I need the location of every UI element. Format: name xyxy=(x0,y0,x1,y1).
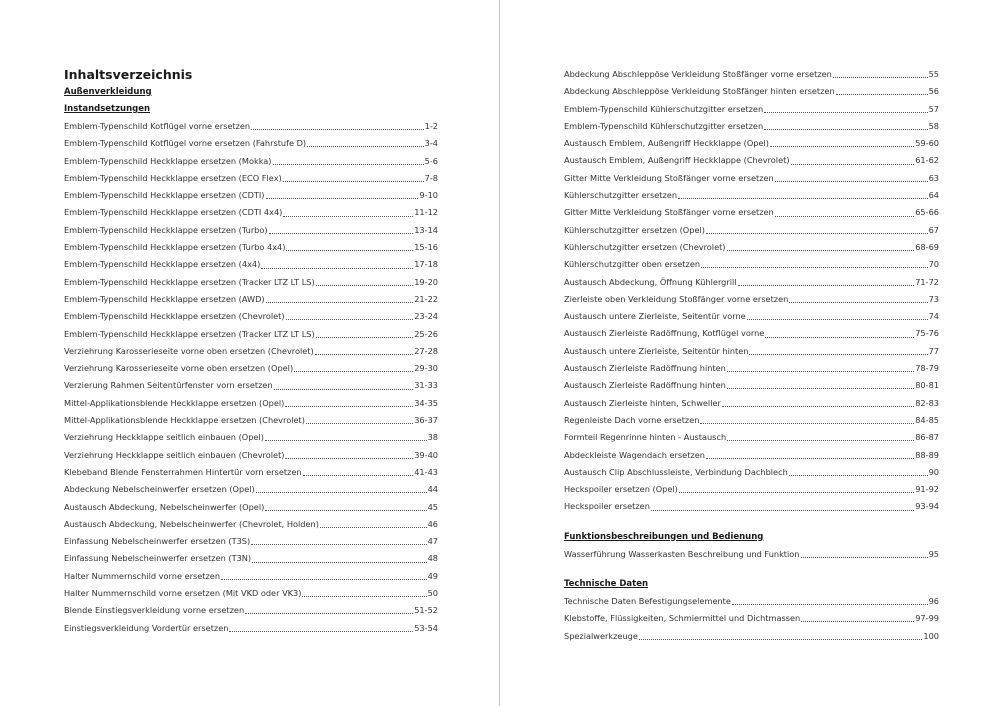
toc-entry-pages: 47 xyxy=(427,536,438,547)
toc-entry-pages: 63 xyxy=(928,172,939,183)
toc-dot-leader xyxy=(274,389,414,390)
section-gap xyxy=(564,516,939,529)
toc-entry-title: Blende Einstiegsverkleidung vorne ersetzen xyxy=(64,605,245,616)
toc-entry[interactable] xyxy=(64,464,438,481)
toc-entry-pages: 29-30 xyxy=(414,363,438,374)
toc-entry-pages: 23-24 xyxy=(414,311,438,322)
toc-entry-title: Austausch Zierleiste Radöffnung hinten xyxy=(564,380,726,391)
toc-entry[interactable] xyxy=(564,593,939,610)
toc-entry-title: Austausch Abdeckung, Öffnung Kühlergrill xyxy=(564,276,737,287)
toc-entry-title: Zierleiste oben Verkleidung Stoßfänger vorne ersetzen xyxy=(564,293,789,304)
toc-dot-leader xyxy=(639,639,922,640)
toc-entry-pages: 15-16 xyxy=(414,242,438,253)
toc-entry-pages: 1-2 xyxy=(424,121,438,131)
toc-entry[interactable] xyxy=(564,360,939,377)
toc-entry-title: Abdeckung Abschleppöse Verkleidung Stoßfänger hinten ersetzen xyxy=(564,86,835,97)
toc-entry-pages: 73 xyxy=(928,293,939,304)
toc-entry-title: Emblem-Typenschild Heckklappe ersetzen (Tracker LTZ LT LS) xyxy=(64,276,315,287)
toc-dot-leader xyxy=(256,492,427,493)
toc-dot-leader xyxy=(791,164,915,165)
toc-entry-title: Gitter Mitte Verkleidung Stoßfänger vorne ersetzen xyxy=(564,207,774,218)
toc-entry-title: Emblem-Typenschild Heckklappe ersetzen (Tracker LTZ LT LS) xyxy=(64,328,315,339)
toc-dot-leader xyxy=(738,285,915,286)
toc-entry-title: Einfassung Nebelscheinwerfer ersetzen (T3S) xyxy=(64,536,251,547)
right-column xyxy=(564,66,939,645)
toc-entry-title: Austausch Emblem, Außengriff Heckklappe (Opel) xyxy=(564,138,769,149)
toc-entry-title: Emblem-Typenschild Kühlerschutzgitter ersetzen xyxy=(564,120,764,131)
toc-entry-pages: 53-54 xyxy=(414,622,438,633)
toc-entry-pages: 64 xyxy=(928,190,939,201)
toc-dot-leader xyxy=(302,596,426,597)
toc-entry-title: Austausch Abdeckung, Nebelscheinwerfer (Opel) xyxy=(64,501,265,512)
toc-entry-title: Austausch Zierleiste Radöffnung, Kotflügel vorne xyxy=(564,328,765,339)
toc-entry[interactable] xyxy=(564,610,939,627)
toc-entry-pages: 56 xyxy=(928,86,939,97)
toc-entry-title: Emblem-Typenschild Kotflügel vorne ersetzen xyxy=(64,121,251,131)
toc-dot-leader xyxy=(245,613,413,614)
toc-dot-leader xyxy=(678,198,928,199)
toc-entry[interactable] xyxy=(64,447,438,464)
toc-entry-pages: 84-85 xyxy=(915,414,939,425)
toc-entry-pages: 70 xyxy=(928,259,939,270)
toc-dot-leader xyxy=(775,181,928,182)
toc-entry[interactable] xyxy=(64,585,438,602)
toc-entry-title: Klebeband Blende Fensterrahmen Hintertür vorn ersetzen xyxy=(64,466,302,477)
toc-entry-pages: 65-66 xyxy=(915,207,939,218)
toc-dot-leader xyxy=(221,579,427,580)
toc-entry-title: Emblem-Typenschild Heckklappe ersetzen (CDTI 4x4) xyxy=(64,207,283,218)
toc-entry-pages: 90 xyxy=(928,466,939,477)
toc-entry[interactable] xyxy=(64,187,438,204)
toc-dot-leader xyxy=(747,319,928,320)
toc-dot-leader xyxy=(749,354,927,355)
toc-dot-leader xyxy=(306,423,413,424)
toc-entry[interactable] xyxy=(64,550,438,567)
toc-entry[interactable] xyxy=(564,101,939,118)
toc-entry-title: Austausch untere Zierleiste, Seitentür hinten xyxy=(564,345,749,356)
toc-entry[interactable] xyxy=(64,135,438,152)
toc-entry[interactable] xyxy=(64,360,438,377)
toc-entry-pages: 80-81 xyxy=(915,380,939,391)
toc-entry[interactable] xyxy=(64,256,438,273)
toc-entry-title: Mittel-Applikationsblende Heckklappe ersetzen (Chevrolet) xyxy=(64,415,305,426)
toc-dot-leader xyxy=(286,250,413,251)
toc-entry-pages: 5-6 xyxy=(424,155,438,166)
toc-entry-title: Kühlerschutzgitter ersetzen (Opel) xyxy=(564,224,705,235)
toc-entry-title: Einstiegsverkleidung Vordertür ersetzen xyxy=(64,622,229,633)
toc-entry[interactable] xyxy=(564,308,939,325)
toc-dot-leader xyxy=(265,510,426,511)
toc-dot-leader xyxy=(252,562,426,563)
toc-entry-title: Spezialwerkzeuge xyxy=(564,630,638,641)
toc-dot-leader xyxy=(261,268,413,269)
toc-entry-pages: 75-76 xyxy=(915,328,939,339)
toc-entry[interactable] xyxy=(64,326,438,343)
toc-entry-title: Einfassung Nebelscheinwerfer ersetzen (T3N) xyxy=(64,553,252,564)
toc-dot-leader xyxy=(727,250,915,251)
toc-dot-leader xyxy=(770,146,914,147)
toc-entry[interactable] xyxy=(64,153,438,170)
toc-entry-pages: 50 xyxy=(427,588,438,599)
toc-entry-pages: 96 xyxy=(928,596,939,607)
toc-dot-leader xyxy=(732,604,928,605)
toc-entry-title: Verziehrung Karosserieseite vorne oben ersetzen (Chevrolet) xyxy=(64,345,314,356)
toc-dot-leader xyxy=(320,527,427,528)
toc-entry-pages: 74 xyxy=(928,311,939,322)
toc-entry-title: Abdeckleiste Wagendach ersetzen xyxy=(564,449,705,460)
toc-dot-leader xyxy=(294,371,413,372)
toc-entry-pages: 58 xyxy=(928,120,939,131)
toc-dot-leader xyxy=(679,492,914,493)
toc-entry[interactable] xyxy=(64,429,438,446)
toc-entry-title: Emblem-Typenschild Heckklappe ersetzen (CDTI) xyxy=(64,190,265,201)
section2-entries-list xyxy=(564,546,939,563)
toc-entry-title: Halter Nummernschild vorne ersetzen (Mit VKD oder VK3) xyxy=(64,588,302,599)
toc-entry-pages: 39-40 xyxy=(414,449,438,460)
toc-entry-title: Verziehrung Karosserieseite vorne oben ersetzen (Opel) xyxy=(64,363,294,374)
toc-entry-title: Regenleiste Dach vorne ersetzen xyxy=(564,414,700,425)
toc-entry-pages: 86-87 xyxy=(915,432,939,443)
toc-dot-leader xyxy=(701,267,928,268)
toc-entry[interactable] xyxy=(64,620,438,637)
toc-entry-title: Gitter Mitte Verkleidung Stoßfänger vorne ersetzen xyxy=(564,172,774,183)
toc-entry[interactable] xyxy=(564,377,939,394)
toc-entry-pages: 59-60 xyxy=(915,138,939,149)
toc-entry-pages: 25-26 xyxy=(414,328,438,339)
toc-entry[interactable] xyxy=(564,187,939,204)
toc-entry[interactable] xyxy=(64,291,438,308)
toc-entry[interactable] xyxy=(564,395,939,412)
toc-entry[interactable] xyxy=(64,222,438,239)
toc-dot-leader xyxy=(303,475,414,476)
toc-entry-pages: 51-52 xyxy=(414,605,438,616)
toc-dot-leader xyxy=(651,510,914,511)
toc-dot-leader xyxy=(836,94,928,95)
toc-dot-leader xyxy=(801,557,928,558)
toc-dot-leader xyxy=(251,129,424,130)
section-heading-aussenverkleidung: Außenverkleidung xyxy=(64,87,152,97)
toc-entry-title: Emblem-Typenschild Heckklappe ersetzen (Turbo) xyxy=(64,224,268,235)
toc-entry-pages: 17-18 xyxy=(414,259,438,270)
toc-dot-leader xyxy=(801,621,914,622)
toc-entry[interactable] xyxy=(64,516,438,533)
toc-entry[interactable] xyxy=(64,412,438,429)
toc-entry-pages: 88-89 xyxy=(915,449,939,460)
left-column xyxy=(64,66,438,637)
toc-entry[interactable] xyxy=(64,239,438,256)
toc-entry[interactable] xyxy=(564,152,939,169)
toc-entry-title: Emblem-Typenschild Heckklappe ersetzen (4x4) xyxy=(64,259,261,270)
toc-entry-pages: 31-33 xyxy=(414,380,438,391)
toc-dot-leader xyxy=(764,129,927,130)
toc-entry[interactable] xyxy=(564,222,939,239)
right-entries-list xyxy=(564,66,939,516)
toc-entry-pages: 71-72 xyxy=(915,276,939,287)
toc-entry[interactable] xyxy=(64,602,438,619)
toc-entry[interactable] xyxy=(564,118,939,135)
toc-entry-pages: 19-20 xyxy=(414,276,438,287)
toc-entry-pages: 67 xyxy=(928,224,939,235)
toc-entry-pages: 100 xyxy=(923,630,939,641)
toc-dot-leader xyxy=(283,216,413,217)
toc-entry[interactable] xyxy=(564,447,939,464)
toc-entry-pages: 48 xyxy=(427,553,438,564)
left-entries-list xyxy=(64,118,438,637)
toc-dot-leader xyxy=(315,354,414,355)
toc-entry-title: Verziehrung Heckklappe seitlich einbauen (Opel) xyxy=(64,432,264,443)
toc-entry-title: Austausch Clip Abschlussleiste, Verbindung Dachblech xyxy=(564,466,788,477)
toc-entry-pages: 45 xyxy=(427,501,438,512)
toc-entry-title: Technische Daten Befestigungselemente xyxy=(564,596,731,607)
toc-entry[interactable] xyxy=(64,499,438,516)
toc-entry[interactable] xyxy=(564,291,939,308)
toc-entry-title: Kühlerschutzgitter ersetzen xyxy=(564,190,678,201)
toc-dot-leader xyxy=(285,406,413,407)
section-heading-technische-daten: Technische Daten xyxy=(564,579,649,590)
toc-dot-leader xyxy=(727,388,914,389)
toc-entry-title: Emblem-Typenschild Kotflügel vorne ersetzen (Fahrstufe D) xyxy=(64,138,307,149)
toc-entry-pages: 13-14 xyxy=(414,224,438,235)
toc-entry[interactable] xyxy=(64,170,438,187)
toc-entry-pages: 61-62 xyxy=(915,155,939,166)
toc-entry[interactable] xyxy=(64,395,438,412)
section-heading-funktionsbeschreibungen: Funktionsbeschreibungen und Bedienung xyxy=(564,531,764,542)
toc-entry-pages: 27-28 xyxy=(414,345,438,356)
toc-entry-pages: 82-83 xyxy=(915,397,939,408)
toc-entry[interactable] xyxy=(564,429,939,446)
toc-entry-pages: 38 xyxy=(427,432,438,443)
toc-entry-title: Austausch Zierleiste hinten, Schweller xyxy=(564,397,721,408)
toc-entry-title: Abdeckung Abschleppöse Verkleidung Stoßfänger vorne ersetzen xyxy=(564,69,832,79)
toc-title: Inhaltsverzeichnis xyxy=(64,67,193,82)
section-gap xyxy=(564,563,939,576)
toc-dot-leader xyxy=(316,337,414,338)
toc-entry-pages: 41-43 xyxy=(414,466,438,477)
toc-dot-leader xyxy=(775,216,914,217)
toc-entry-title: Halter Nummernschild vorne ersetzen xyxy=(64,570,221,581)
toc-entry[interactable] xyxy=(64,481,438,498)
toc-entry-title: Austausch Zierleiste Radöffnung hinten xyxy=(564,363,726,374)
toc-dot-leader xyxy=(285,458,413,459)
toc-entry-pages: 57 xyxy=(928,103,939,114)
toc-entry[interactable] xyxy=(564,256,939,273)
toc-entry[interactable] xyxy=(564,204,939,221)
toc-dot-leader xyxy=(727,440,914,441)
toc-entry-pages: 77 xyxy=(928,345,939,356)
toc-entry-pages: 55 xyxy=(928,69,939,79)
toc-entry-pages: 3-4 xyxy=(424,138,438,149)
toc-entry-title: Emblem-Typenschild Heckklappe ersetzen (Turbo 4x4) xyxy=(64,242,286,253)
toc-entry[interactable] xyxy=(64,274,438,291)
toc-entry-pages: 11-12 xyxy=(414,207,438,218)
toc-entry-pages: 68-69 xyxy=(915,241,939,252)
toc-entry-title: Emblem-Typenschild Heckklappe ersetzen (ECO Flex) xyxy=(64,172,282,183)
toc-dot-leader xyxy=(229,631,413,632)
toc-entry-title: Verziehrung Heckklappe seitlich einbauen (Chevrolet) xyxy=(64,449,285,460)
toc-entry-pages: 9-10 xyxy=(419,190,438,201)
toc-entry-title: Austausch Emblem, Außengriff Heckklappe (Chevrolet) xyxy=(564,155,790,166)
toc-entry-pages: 44 xyxy=(427,484,438,495)
toc-entry-pages: 21-22 xyxy=(414,293,438,304)
toc-entry-title: Kühlerschutzgitter ersetzen (Chevrolet) xyxy=(564,241,726,252)
toc-entry-pages: 97-99 xyxy=(915,613,939,624)
toc-dot-leader xyxy=(789,475,928,476)
toc-dot-leader xyxy=(266,198,419,199)
toc-entry-pages: 7-8 xyxy=(424,172,438,183)
toc-entry[interactable] xyxy=(564,628,939,645)
toc-entry[interactable] xyxy=(64,118,438,135)
toc-entry-pages: 95 xyxy=(928,548,939,559)
toc-entry[interactable] xyxy=(64,568,438,585)
toc-entry[interactable] xyxy=(564,546,939,563)
toc-entry-pages: 91-92 xyxy=(915,484,939,495)
toc-entry-title: Austausch Abdeckung, Nebelscheinwerfer (Chevrolet, Holden) xyxy=(64,518,319,529)
toc-dot-leader xyxy=(706,233,928,234)
toc-entry-pages: 46 xyxy=(427,518,438,529)
toc-entry[interactable] xyxy=(64,343,438,360)
toc-entry-title: Formteil Regenrinne hinten - Austausch xyxy=(564,432,727,443)
toc-entry[interactable] xyxy=(564,66,939,83)
toc-dot-leader xyxy=(251,544,426,545)
toc-dot-leader xyxy=(700,423,914,424)
toc-entry-pages: 34-35 xyxy=(414,397,438,408)
toc-dot-leader xyxy=(789,302,927,303)
toc-dot-leader xyxy=(266,302,414,303)
toc-entry-pages: 78-79 xyxy=(915,363,939,374)
toc-dot-leader xyxy=(727,371,914,372)
toc-entry[interactable] xyxy=(564,239,939,256)
toc-entry[interactable] xyxy=(564,325,939,342)
toc-entry-title: Kühlerschutzgitter oben ersetzen xyxy=(564,259,701,270)
toc-dot-leader xyxy=(265,440,427,441)
toc-dot-leader xyxy=(269,233,414,234)
toc-entry-title: Mittel-Applikationsblende Heckklappe ersetzen (Opel) xyxy=(64,397,285,408)
toc-entry-title: Heckspoiler ersetzen xyxy=(564,501,650,512)
toc-entry[interactable] xyxy=(64,377,438,394)
toc-entry-pages: 49 xyxy=(427,570,438,581)
toc-entry[interactable] xyxy=(564,170,939,187)
toc-entry-title: Verzierung Rahmen Seitentürfenster vorn ersetzen xyxy=(64,380,273,391)
toc-entry[interactable] xyxy=(564,343,939,360)
toc-entry[interactable] xyxy=(564,481,939,498)
toc-entry[interactable] xyxy=(564,83,939,100)
section3-entries-list xyxy=(564,593,939,645)
toc-entry[interactable] xyxy=(564,412,939,429)
right-page xyxy=(501,0,1000,706)
toc-entry[interactable] xyxy=(564,135,939,152)
toc-entry-pages: 36-37 xyxy=(414,415,438,426)
toc-entry[interactable] xyxy=(64,533,438,550)
toc-entry-title: Heckspoiler ersetzen (Opel) xyxy=(564,484,678,495)
toc-entry-title: Emblem-Typenschild Heckklappe ersetzen (Mokka) xyxy=(64,155,272,166)
toc-entry-title: Emblem-Typenschild Heckklappe ersetzen (Chevrolet) xyxy=(64,311,285,322)
toc-dot-leader xyxy=(307,146,423,147)
toc-dot-leader xyxy=(316,285,414,286)
toc-dot-leader xyxy=(286,319,414,320)
toc-entry-title: Emblem-Typenschild Heckklappe ersetzen (AWD) xyxy=(64,293,265,304)
toc-entry-title: Emblem-Typenschild Kühlerschutzgitter ersetzen xyxy=(564,103,764,114)
toc-entry[interactable] xyxy=(64,204,438,221)
toc-entry-title: Austausch untere Zierleiste, Seitentür vorne xyxy=(564,311,746,322)
toc-dot-leader xyxy=(764,112,927,113)
toc-entry-title: Klebstoffe, Flüssigkeiten, Schmiermittel und Dichtmassen xyxy=(564,613,801,624)
subsection-heading-instandsetzungen: Instandsetzungen xyxy=(64,104,151,114)
toc-dot-leader xyxy=(706,458,914,459)
toc-dot-leader xyxy=(765,337,914,338)
toc-entry[interactable] xyxy=(564,464,939,481)
toc-dot-leader xyxy=(722,406,914,407)
toc-entry-title: Abdeckung Nebelscheinwerfer ersetzen (Opel) xyxy=(64,484,255,495)
toc-entry[interactable] xyxy=(64,308,438,325)
toc-dot-leader xyxy=(273,164,424,165)
toc-entry[interactable] xyxy=(564,274,939,291)
toc-entry-title: Wasserführung Wasserkasten Beschreibung und Funktion xyxy=(564,548,800,559)
toc-entry[interactable] xyxy=(564,498,939,515)
toc-dot-leader xyxy=(833,77,928,78)
toc-entry-pages: 93-94 xyxy=(915,501,939,512)
toc-dot-leader xyxy=(283,181,424,182)
